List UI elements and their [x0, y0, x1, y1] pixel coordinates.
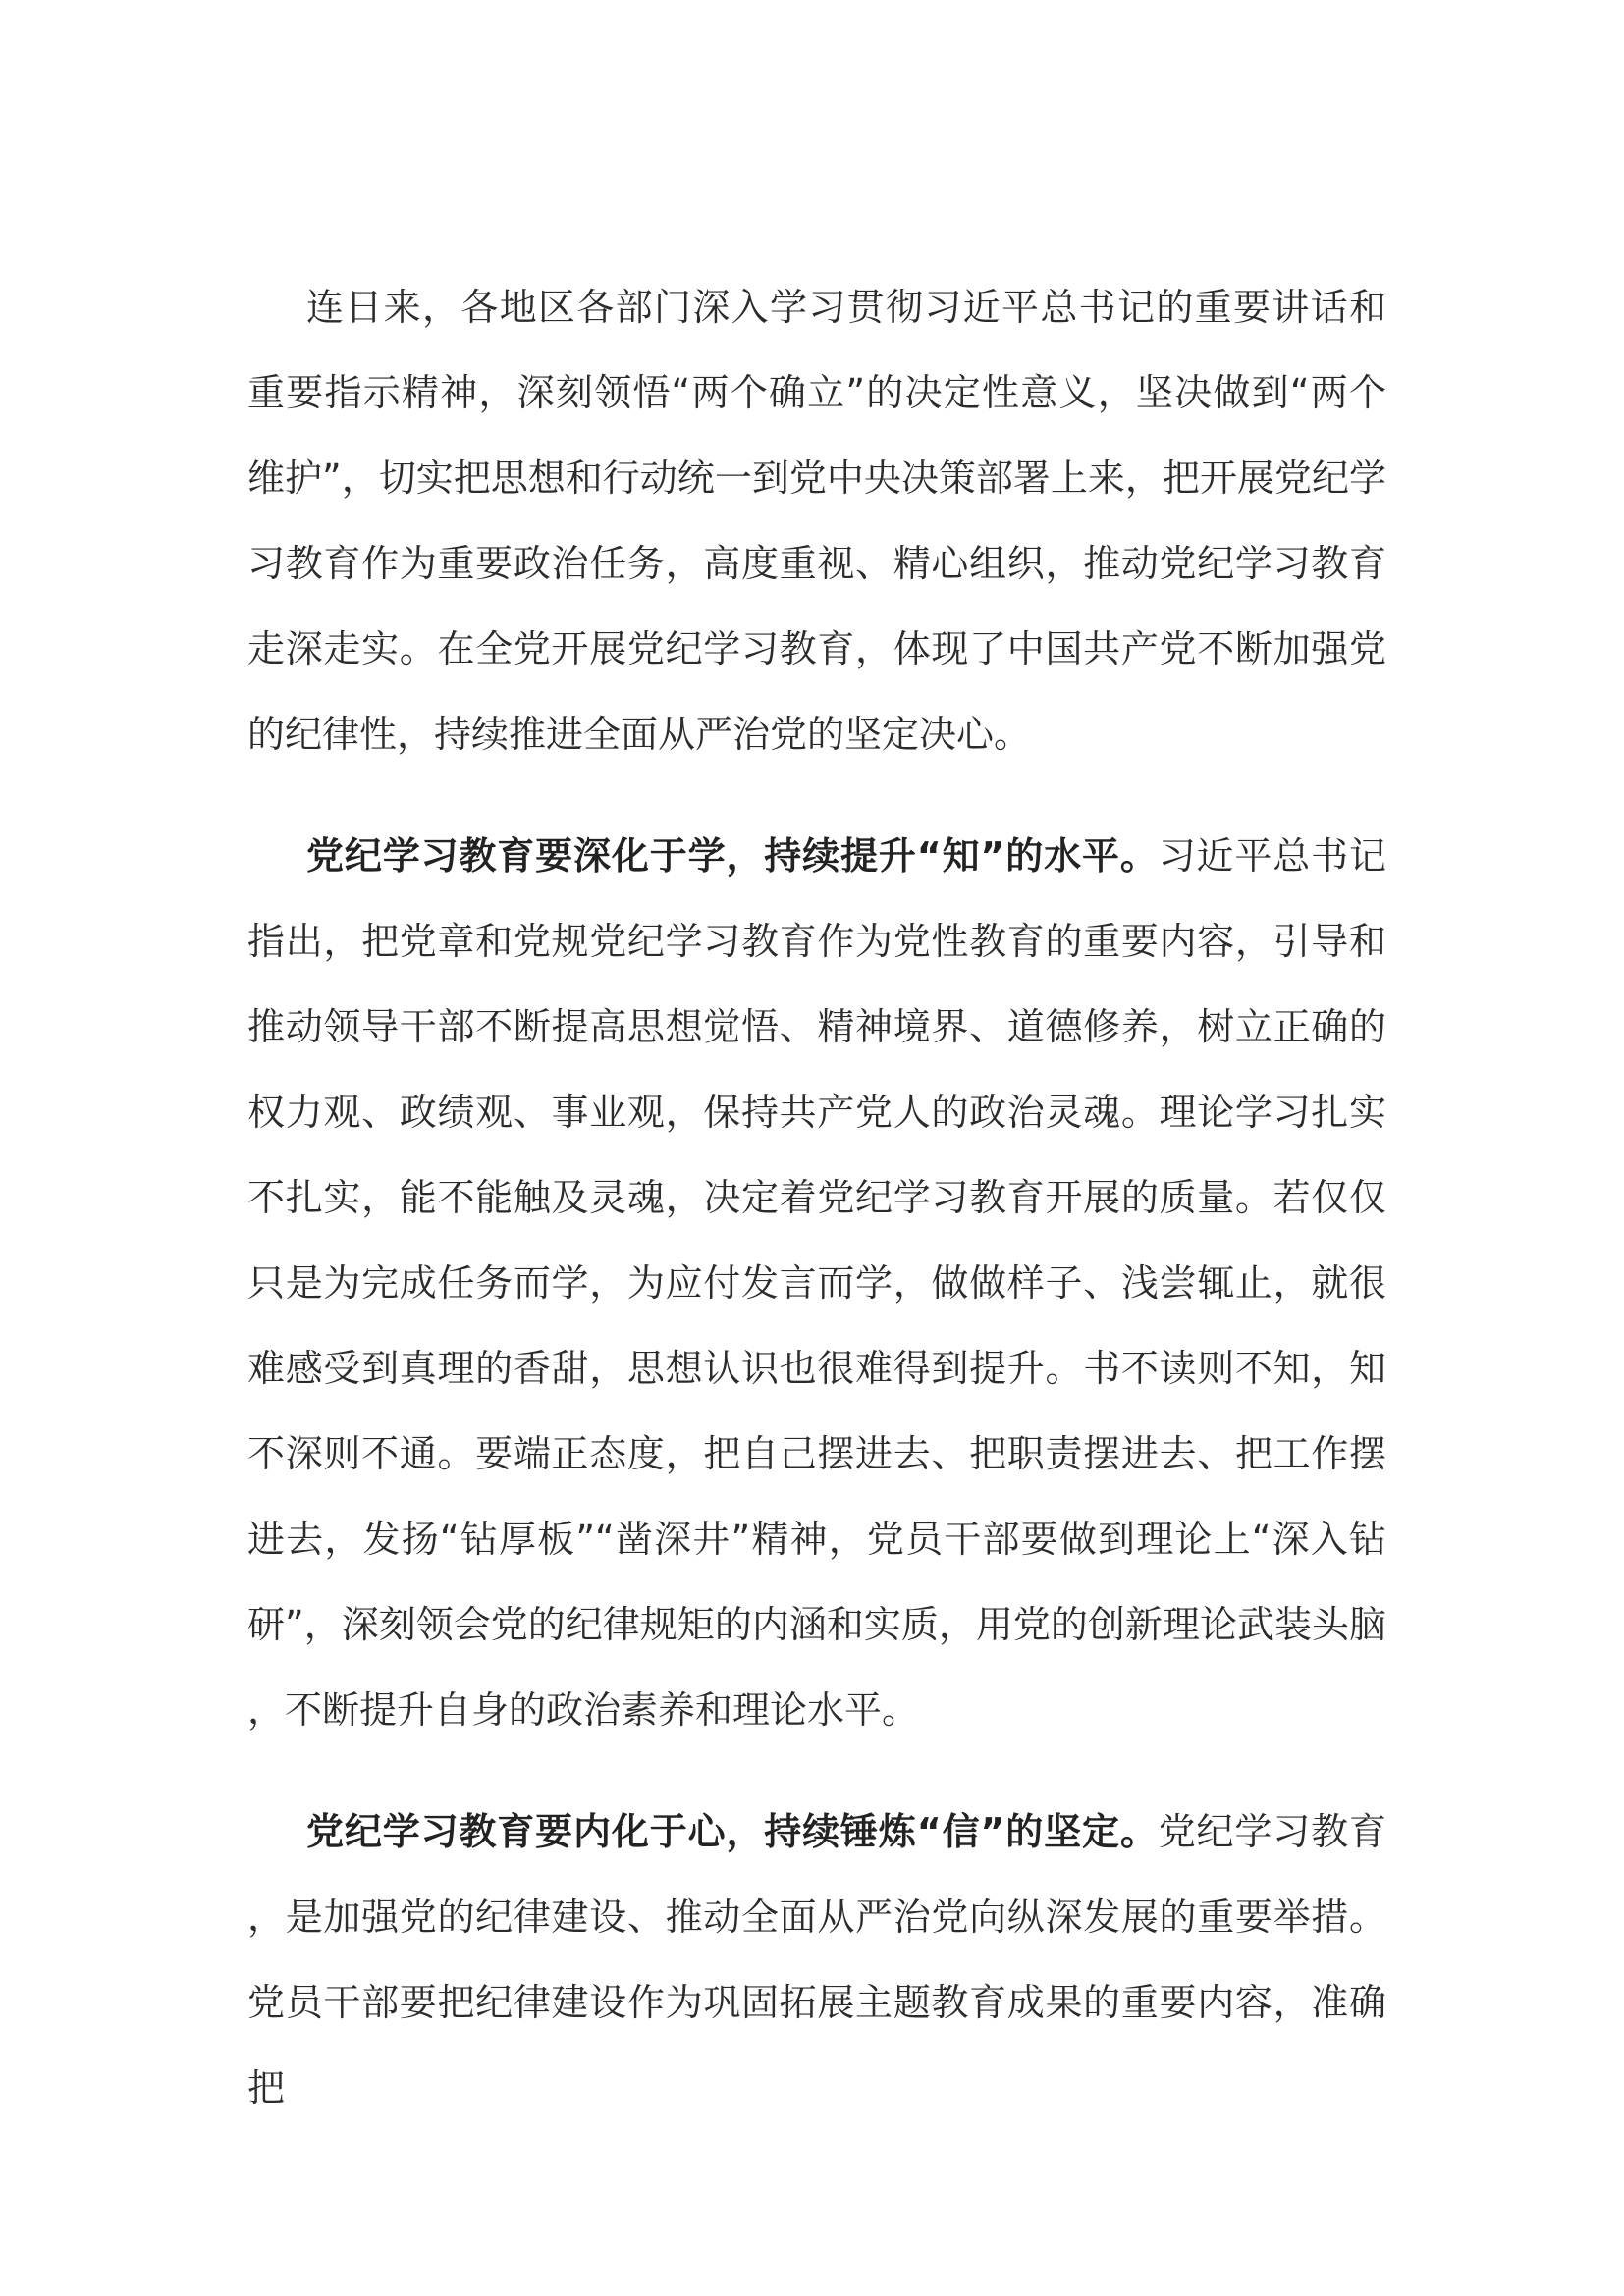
- paragraph-3-body: 党纪学习教育，是加强党的纪律建设、推动全面从严治党向纵深发展的重要举措。党员干部要把纪律建设作为巩固拓展主题教育成果的重要内容，准确把: [247, 1810, 1386, 2109]
- paragraph-intro: [247, 265, 1386, 777]
- paragraph-2-heading: 党纪学习教育要深化于学，持续提升“知”的水平。: [306, 834, 1159, 878]
- document-body: [247, 265, 1386, 2167]
- paragraph-2-body: 习近平总书记指出，把党章和党规党纪学习教育作为党性教育的重要内容，引导和推动领导干部不断提高思想觉悟、精神境界、道德修养，树立正确的权力观、政绩观、事业观，保持共产党人的政治灵魂。理论学习扎实不扎实，能不能触及灵魂，决定着党纪学习教育开展的质量。若仅仅只是为完成任务而学，为应付发言而学，做做样子、浅尝辄止，就很难感受到真理的香甜，思想认识也很难得到提升。书不读则不知，知不深则不通。要端正态度，把自己摆进去、把职责摆进去、把工作摆进去，发扬“钻厚板”“凿深井”精神，党员干部要做到理论上“深入钻研”，深刻领会党的纪律规矩的内涵和实质，用党的创新理论武装头脑，不断提升自身的政治素养和理论水平。: [247, 834, 1386, 1732]
- paragraph-knowledge: [247, 814, 1386, 1753]
- paragraph-3-heading: 党纪学习教育要内化于心，持续锤炼“信”的坚定。: [306, 1810, 1159, 1853]
- paragraph-belief: [247, 1789, 1386, 2131]
- paragraph-1-body: 连日来，各地区各部门深入学习贯彻习近平总书记的重要讲话和重要指示精神，深刻领悟“两个确立”的决定性意义，坚决做到“两个维护”，切实把思想和行动统一到党中央决策部署上来，把开展党纪学习教育作为重要政治任务，高度重视、精心组织，推动党纪学习教育走深走实。在全党开展党纪学习教育，体现了中国共产党不断加强党的纪律性，持续推进全面从严治党的坚定决心。: [247, 286, 1386, 756]
